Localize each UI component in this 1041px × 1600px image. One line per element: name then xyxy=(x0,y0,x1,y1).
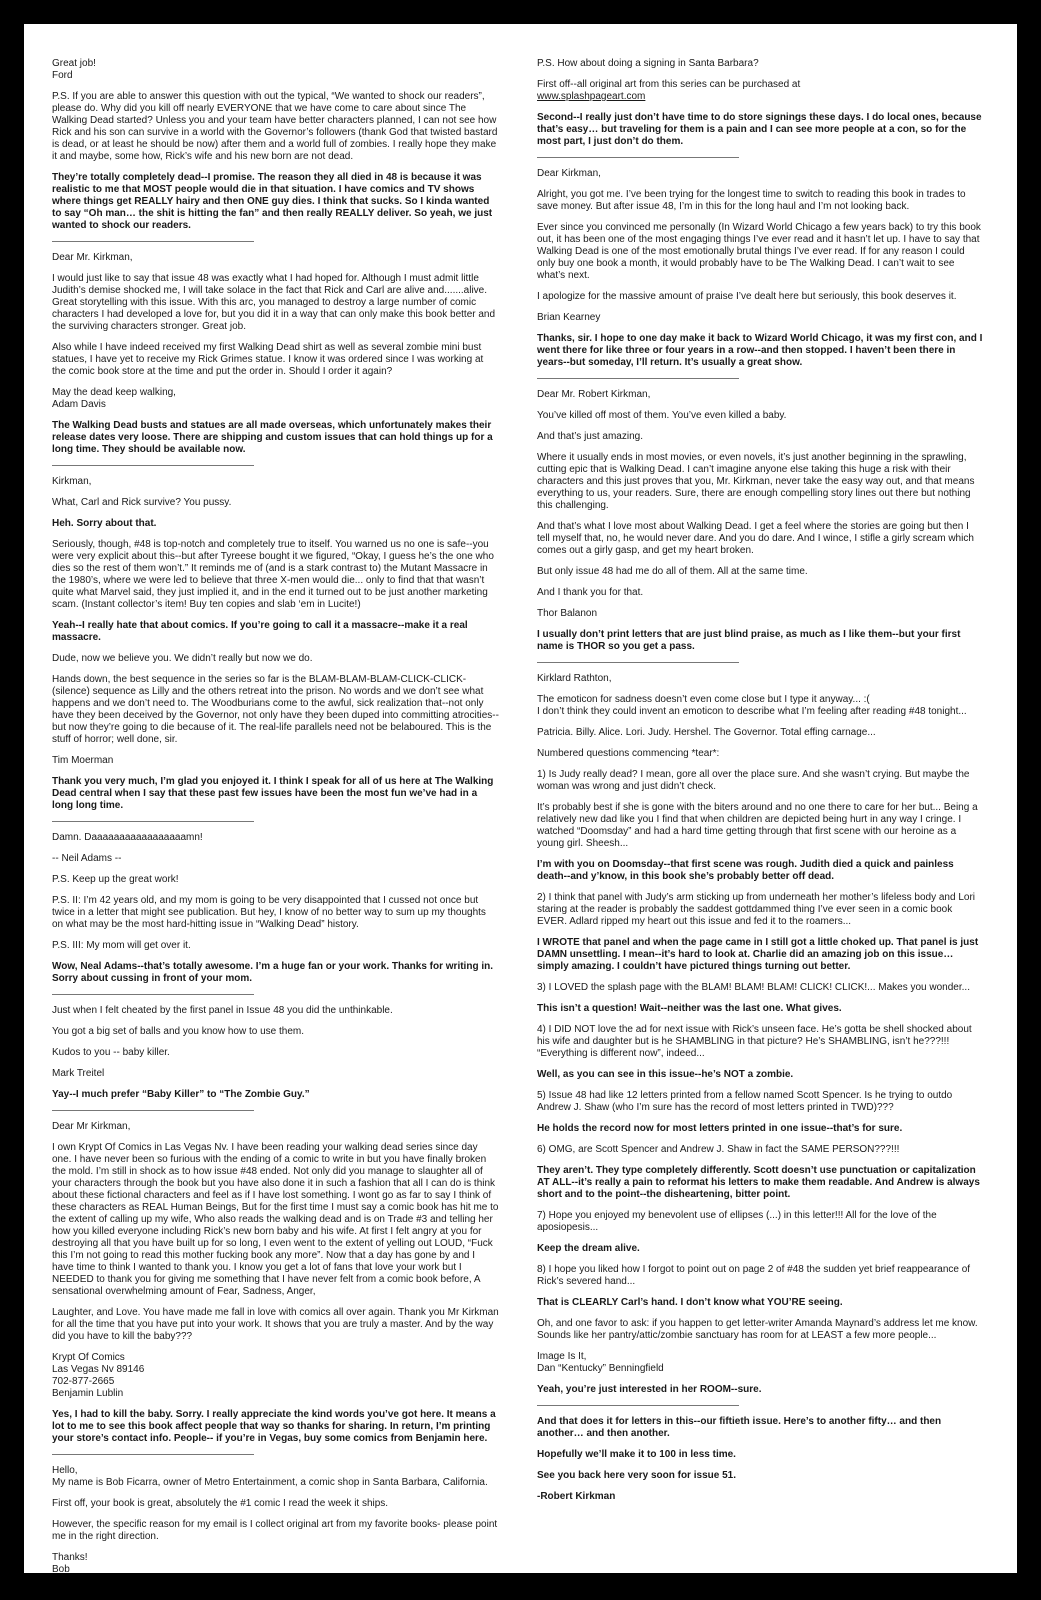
letter-paragraph xyxy=(52,653,499,665)
editor-reply xyxy=(537,859,984,883)
letter-paragraph xyxy=(52,1005,499,1017)
paragraph-text: Hopefully we’ll make it to 100 in less time. xyxy=(537,1449,736,1460)
paragraph-text: Seriously, though, #48 is top-notch and completely true to itself. You warned us no one is safe--you were very explicit about this--but after Tyreese bought it we figured, “Okay, I guess he’s the one who dies so the rest of them won’t.” It reminds me of (and is a stark contrast to) the Mutant Massacre in the 1980’s, where we were led to believe that three X-men would die... only to find that that wasn’t quite what Marvel said, they just implied it, and in the end it turned out to be just another marketing scam. (Instant collector’s item! Buy ten copies and slab ‘em in Lucite!) xyxy=(52,539,494,610)
paragraph-text: Oh, and one favor to ask: if you happen to get letter-writer Amanda Maynard’s address let me know. Sounds like her pantry/attic/zombie sanctuary has room for at LEAST a few more people... xyxy=(537,1318,978,1341)
paragraph-text: Dear Mr Kirkman, xyxy=(52,1121,131,1132)
paragraph-text: I usually don’t print letters that are just blind praise, as much as I like them--but your first name is THOR so you get a pass. xyxy=(537,629,961,652)
letter-paragraph xyxy=(537,1090,984,1114)
editor-reply xyxy=(52,172,499,232)
paragraph-text: Dear Mr. Robert Kirkman, xyxy=(537,389,651,400)
letter-paragraph xyxy=(52,252,499,264)
editor-reply xyxy=(52,620,499,644)
editor-reply xyxy=(537,1123,984,1135)
paragraph-text: That is CLEARLY Carl’s hand. I don’t know what YOU’RE seeing. xyxy=(537,1297,843,1308)
letter-paragraph xyxy=(52,1307,499,1343)
paragraph-text: They aren’t. They type completely differently. Scott doesn’t use punctuation or capitalization AT ALL--it’s really a pain to reformat his letters to make them readable. And Andrew is always short and to the point--the disheartening, bitter point. xyxy=(537,1165,980,1200)
editor-reply xyxy=(52,1089,499,1101)
paragraph-text: Hands down, the best sequence in the series so far is the BLAM-BLAM-BLAM-CLICK-CLICK-(silence) sequence as Lilly and the others retreat into the prison. No words and we don’t see what happens and we don’t need to. The Woodburians come to the awful, sick realization that--not only have they been deceived by the Governor, not only have they been duped into committing atrocities--but now they’re going to die because of it. The real-life parallels need not be belaboured. This is the stuff of horror; well done, sir. xyxy=(52,674,499,745)
paragraph-text: P.S. III: My mom will get over it. xyxy=(52,940,191,951)
letter-paragraph xyxy=(52,874,499,886)
paragraph-text: What, Carl and Rick survive? You pussy. xyxy=(52,497,232,508)
letter-paragraph xyxy=(52,539,499,611)
editor-reply xyxy=(537,629,984,653)
section-divider xyxy=(537,1405,739,1406)
paragraph-text: 8) I hope you liked how I forgot to point out on page 2 of #48 the sudden yet brief reappearance of Rick’s severed hand... xyxy=(537,1264,971,1287)
letter-paragraph xyxy=(537,410,984,422)
paragraph-text: Keep the dream alive. xyxy=(537,1243,640,1254)
paragraph-text: Tim Moerman xyxy=(52,755,114,766)
paragraph-text: Well, as you can see in this issue--he’s NOT a zombie. xyxy=(537,1069,794,1080)
letter-paragraph xyxy=(52,1121,499,1133)
letter-paragraph xyxy=(52,497,499,509)
letter-paragraph xyxy=(537,452,984,512)
letter-paragraph xyxy=(537,1318,984,1342)
letter-paragraph xyxy=(537,1210,984,1234)
paragraph-text: Kudos to you -- baby killer. xyxy=(52,1047,170,1058)
paragraph-text: First off--all original art from this series can be purchased at xyxy=(537,79,801,90)
paragraph-text: The Walking Dead busts and statues are all made overseas, which unfortunately makes their release dates very loose. There are shipping and custom issues that can hold things up for a long time. They should be available now. xyxy=(52,420,493,455)
section-divider xyxy=(52,821,254,822)
letter-paragraph xyxy=(52,895,499,931)
paragraph-text: I apologize for the massive amount of praise I’ve dealt here but seriously, this book deserves it. xyxy=(537,291,957,302)
letter-paragraph xyxy=(52,58,499,82)
paragraph-text: 1) Is Judy really dead? I mean, gore all over the place sure. And she wasn’t crying. But maybe the woman was wrong and just didn’t check. xyxy=(537,769,970,792)
paragraph-text: This isn’t a question! Wait--neither was the last one. What gives. xyxy=(537,1003,842,1014)
paragraph-text: -Robert Kirkman xyxy=(537,1491,616,1502)
letter-paragraph xyxy=(52,674,499,746)
letter-paragraph xyxy=(537,802,984,850)
editor-reply xyxy=(537,112,984,148)
paragraph-text: First off, your book is great, absolutely the #1 comic I read the week it ships. xyxy=(52,1498,389,1509)
paragraph-text: The emoticon for sadness doesn’t even come close but I type it anyway... :( I don’t think they could invent an emoticon to describe what I’m feeling after reading #48 tonight... xyxy=(537,694,967,717)
editor-reply xyxy=(537,1470,984,1482)
letter-paragraph xyxy=(537,1144,984,1156)
letter-paragraph xyxy=(537,431,984,443)
paragraph-text: You’ve killed off most of them. You’ve even killed a baby. xyxy=(537,410,787,421)
paragraph-text: Yay--I much prefer “Baby Killer” to “The Zombie Guy.” xyxy=(52,1089,310,1100)
paragraph-text: See you back here very soon for issue 51. xyxy=(537,1470,736,1481)
paragraph-text: Thank you very much, I’m glad you enjoyed it. I think I speak for all of us here at The Walking Dead central when I say that these past few issues have been the most fun we’ve had in a long long time. xyxy=(52,776,494,811)
section-divider xyxy=(52,241,254,242)
paragraph-text: Wow, Neal Adams--that’s totally awesome. I’m a huge fan or your work. Thanks for writing in. Sorry about cussing in front of your mom. xyxy=(52,961,493,984)
letter-paragraph xyxy=(52,1068,499,1080)
paragraph-text: It’s probably best if she is gone with the biters around and no one there to care for her but... Being a relatively new dad like you I find that when children are depicted being hurt in any way I cringe. I watched “Doomsday” and had a hard time getting through that first scene with our heroine as a young girl. Sheesh... xyxy=(537,802,978,849)
letter-paragraph xyxy=(537,521,984,557)
letter-paragraph xyxy=(537,673,984,685)
letter-paragraph xyxy=(52,940,499,952)
letter-paragraph xyxy=(52,273,499,333)
paragraph-text: Alright, you got me. I’ve been trying for the longest time to switch to reading this book in trades to save money. But after issue 48, I’m in this for the long haul and I’m not looking back. xyxy=(537,189,966,212)
letter-paragraph xyxy=(52,387,499,411)
editor-reply xyxy=(537,1449,984,1461)
letter-paragraph xyxy=(537,389,984,401)
letter-paragraph xyxy=(52,1552,499,1573)
editor-reply xyxy=(52,776,499,812)
letter-paragraph xyxy=(52,1498,499,1510)
paragraph-text: -- Neil Adams -- xyxy=(52,853,122,864)
letter-paragraph xyxy=(537,1264,984,1288)
paragraph-text: I’m with you on Doomsday--that first scene was rough. Judith died a quick and painless death--and y’know, in this book she’s probably better off dead. xyxy=(537,859,954,882)
letter-paragraph xyxy=(537,79,984,103)
paragraph-text: Numbered questions commencing *tear*: xyxy=(537,748,720,759)
paragraph-text: 2) I think that panel with Judy’s arm sticking up from underneath her mother’s lifeless body and Lori staring at the reader is probably the saddest gottdammed thing I’ve ever seen in a comic book EVER. Adlard ripped my heart out this issue and fed it to the roamers... xyxy=(537,892,976,927)
letters-column-right xyxy=(537,58,984,1512)
letter-paragraph xyxy=(537,58,984,70)
letter-paragraph xyxy=(537,769,984,793)
section-divider xyxy=(52,1454,254,1455)
section-divider xyxy=(537,662,739,663)
editor-reply xyxy=(537,333,984,369)
editor-reply xyxy=(537,1003,984,1015)
paragraph-text: 4) I DID NOT love the ad for next issue with Rick’s unseen face. He’s gotta be shell shocked about his wife and daughter but is he SHAMBLING in that picture? He’s SHAMBLING, isn’t he???!!! “Everything is different now”, indeed... xyxy=(537,1024,972,1059)
letter-paragraph xyxy=(537,694,984,718)
letters-column-left xyxy=(52,58,499,1573)
letter-paragraph xyxy=(537,168,984,180)
paragraph-text: Thanks, sir. I hope to one day make it back to Wizard World Chicago, it was my first con, and I went there for like three or four years in a row--and then stopped. I haven’t been there in years--but someday, I’ll return. It’s usually a great show. xyxy=(537,333,983,368)
letter-paragraph xyxy=(537,727,984,739)
paragraph-text: Just when I felt cheated by the first panel in Issue 48 you did the unthinkable. xyxy=(52,1005,393,1016)
section-divider xyxy=(52,1110,254,1111)
section-divider xyxy=(52,994,254,995)
paragraph-text: Also while I have indeed received my first Walking Dead shirt as well as several zombie mini bust statues, I have yet to receive my Rick Grimes statue. I know it was ordered since I was working at the comic book store at the time and put the order in. Should I order it again? xyxy=(52,342,484,377)
art-site-link[interactable]: www.splashpageart.com xyxy=(537,91,646,102)
letter-paragraph xyxy=(537,291,984,303)
editor-reply xyxy=(52,518,499,530)
letter-paragraph xyxy=(52,1047,499,1059)
editor-reply xyxy=(537,1416,984,1440)
letter-paragraph xyxy=(537,1024,984,1060)
paragraph-text: P.S. How about doing a signing in Santa Barbara? xyxy=(537,58,759,69)
paragraph-text: Where it usually ends in most movies, or even novels, it’s just another beginning in the sprawling, cutting epic that is Walking Dead. I can’t imagine anyone else taking this huge a risk with their characters and this just proves that you, Mr. Kirkman, never take the easy way out, and that means everything to us, your readers. Sure, there are enough compelling story lines out there but nothing this challenging. xyxy=(537,452,975,511)
paragraph-text: Thanks! Bob xyxy=(52,1552,88,1573)
paragraph-text: However, the specific reason for my email is I collect original art from my favorite books- please point me in the right direction. xyxy=(52,1519,498,1542)
editor-reply xyxy=(52,961,499,985)
paragraph-text: Hello, My name is Bob Ficarra, owner of Metro Entertainment, a comic shop in Santa Barbara, California. xyxy=(52,1465,488,1488)
paragraph-text: Mark Treitel xyxy=(52,1068,105,1079)
letter-paragraph xyxy=(52,1352,499,1400)
paragraph-text: Dear Kirkman, xyxy=(537,168,601,179)
letter-paragraph xyxy=(52,1519,499,1543)
paragraph-text: He holds the record now for most letters printed in one issue--that’s for sure. xyxy=(537,1123,903,1134)
paragraph-text: Thor Balanon xyxy=(537,608,598,619)
paragraph-text: You got a big set of balls and you know how to use them. xyxy=(52,1026,305,1037)
editor-reply xyxy=(537,1384,984,1396)
paragraph-text: Dear Mr. Kirkman, xyxy=(52,252,133,263)
paragraph-text: P.S. II: I’m 42 years old, and my mom is going to be very disappointed that I cussed not once but twice in a letter that might see publication. But hey, I know of no better way to sum up my thoughts on what may be the most hard-hitting issue in “Walking Dead” history. xyxy=(52,895,486,930)
paragraph-text: And that’s just amazing. xyxy=(537,431,643,442)
paragraph-text: 5) Issue 48 had like 12 letters printed from a fellow named Scott Spencer. Is he trying to outdo Andrew J. Shaw (who I’m sure has the record of most letters printed in TWD)??? xyxy=(537,1090,953,1113)
paragraph-text: I would just like to say that issue 48 was exactly what I had hoped for. Although I must admit little Judith’s demise shocked me, I will take solace in the fact that Rick and Carl are alive and.......alive. Great storytelling with this issue. With this arc, you managed to destroy a large number of comic characters I had developed a love for, but you did it in a way that can only make this book better and the surviving characters stronger. Great job. xyxy=(52,273,496,332)
paragraph-text: I own Krypt Of Comics in Las Vegas Nv. I have been reading your walking dead series since day one. I have never been so furious with the ending of a comic to write in but you have finally broken the mold. I’m still in shock as to how issue #48 ended. Not only did you manage to slaughter all of your characters through the book but you have also done it in such a fashion that all I can do is think about these fictional characters and feel as if I have lost something. I wont go as far to say I think of these characters as REAL Human Beings, But for the first time I must say a comic book has hit me to the extent of calling up my wife, Who also reads the walking dead and is on Trade #3 and telling her how you killed everyone including Rick’s new born baby and his wife. At first I felt angry at you for destroying all that you have built up for so long, I even went to the extent of yelling out LOUD, “Fuck this I’m not going to read this mother fucking book any more”. Now that a day has gone by and I have time to think I wanted to thank you. I know you get a lot of fans that love your work but I NEEDED to thank you for giving me something that I have never felt from a comic book before, A sensational overwhelming amount of Fear, Sadness, Anger, xyxy=(52,1142,499,1297)
paragraph-text: They’re totally completely dead--I promise. The reason they all died in 48 is because it was realistic to me that MOST people would die in that situation. I have comics and TV shows where things get REALLY hairy and then ONE guy dies. I think that sucks. So I kinda wanted to say “Oh man… the shit is hitting the fan” and then really REALLY deliver. So yeah, we just wanted to shock our readers. xyxy=(52,172,493,231)
letter-paragraph xyxy=(52,1142,499,1298)
letter-paragraph xyxy=(537,312,984,324)
editor-reply xyxy=(537,1243,984,1255)
paragraph-text: And that does it for letters in this--our fiftieth issue. Here’s to another fifty… and then another… and then another. xyxy=(537,1416,942,1439)
letter-paragraph xyxy=(52,832,499,844)
editor-reply xyxy=(537,1491,984,1503)
paragraph-text: But only issue 48 had me do all of them. All at the same time. xyxy=(537,566,808,577)
paragraph-text: Yeah, you’re just interested in her ROOM--sure. xyxy=(537,1384,762,1395)
paragraph-text: Patricia. Billy. Alice. Lori. Judy. Hershel. The Governor. Total effing carnage... xyxy=(537,727,876,738)
paragraph-text: P.S. Keep up the great work! xyxy=(52,874,179,885)
paragraph-text: 7) Hope you enjoyed my benevolent use of ellipses (...) in this letter!!! All for the love of the aposiopesis... xyxy=(537,1210,937,1233)
letter-paragraph xyxy=(52,1026,499,1038)
letter-paragraph xyxy=(537,608,984,620)
paragraph-text: May the dead keep walking, Adam Davis xyxy=(52,387,176,410)
editor-reply xyxy=(537,1165,984,1201)
paragraph-text: P.S. If you are able to answer this question with out the typical, “We wanted to shock our readers”, please do. Why did you kill off nearly EVERYONE that we have come to care about since The Walking Dead started? Unless you and your team have better characters planned, I can not see how Rick and his son can survive in a world with the Governor’s followers (thank God that twisted bastard is dead, or at least he should be now) after them and a world full of zombies. I really hope they make it and maybe, some how, Rick’s wife and his new born are not dead. xyxy=(52,91,498,162)
letter-paragraph xyxy=(52,342,499,378)
paragraph-text: Laughter, and Love. You have made me fall in love with comics all over again. Thank you Mr Kirkman for all the time that you have put into your work. It shows that you are truly a master. And by the way did you have to kill the baby??? xyxy=(52,1307,499,1342)
letter-paragraph xyxy=(537,892,984,928)
letter-paragraph xyxy=(52,476,499,488)
paragraph-text: And that’s what I love most about Walking Dead. I get a feel where the stories are going but then I tell myself that, no, he would never dare. And you do dare. And I wince, I stifle a girly scream which comes out a girly gasp, and get my heart broken. xyxy=(537,521,974,556)
letter-paragraph xyxy=(537,982,984,994)
letter-paragraph xyxy=(537,566,984,578)
paragraph-text: Great job! Ford xyxy=(52,58,96,81)
letters-page xyxy=(24,24,1017,1573)
paragraph-text: I WROTE that panel and when the page came in I still got a little choked up. That panel is just DAMN unsettling. I mean--it’s hard to look at. Charlie did an amazing job on this issue… simply amazing. I couldn’t have pictured things turning out better. xyxy=(537,937,979,972)
paragraph-text: Second--I really just don’t have time to do store signings these days. I do local ones, because that’s easy… but traveling for them is a pain and I can see more people at a con, so for the most part, I just don’t do them. xyxy=(537,112,982,147)
paragraph-text: Ever since you convinced me personally (In Wizard World Chicago a few years back) to try this book out, it has been one of the most engaging things I’ve ever read and it hasn’t let up. I have to say that Walking Dead is one of the most emotionally brutal things I’ve ever read. If for any reason I could only buy one book a month, it would probably have to be The Walking Dead. I can’t wait to see what’s next. xyxy=(537,222,981,281)
letter-paragraph xyxy=(537,748,984,760)
paragraph-text: 3) I LOVED the splash page with the BLAM! BLAM! BLAM! CLICK! CLICK!... Makes you wonder... xyxy=(537,982,970,993)
editor-reply xyxy=(52,420,499,456)
paragraph-text: Yeah--I really hate that about comics. If you’re going to call it a massacre--make it a real massacre. xyxy=(52,620,468,643)
letter-paragraph xyxy=(537,587,984,599)
letter-paragraph xyxy=(52,853,499,865)
paragraph-text: Heh. Sorry about that. xyxy=(52,518,157,529)
paragraph-text: Image Is It, Dan “Kentucky” Benningfield xyxy=(537,1351,664,1374)
section-divider xyxy=(537,378,739,379)
paragraph-text: 6) OMG, are Scott Spencer and Andrew J. Shaw in fact the SAME PERSON???!!! xyxy=(537,1144,900,1155)
paragraph-text: Damn. Daaaaaaaaaaaaaaaaamn! xyxy=(52,832,203,843)
paragraph-text: Yes, I had to kill the baby. Sorry. I really appreciate the kind words you’ve got here. It means a lot to me to see this book affect people that way so thanks for sharing. In return, I’m printing your store’s contact info. People-- if you’re in Vegas, buy some comics from Benjamin here. xyxy=(52,1409,496,1444)
editor-reply xyxy=(52,1409,499,1445)
section-divider xyxy=(537,157,739,158)
paragraph-text: Dude, now we believe you. We didn’t really but now we do. xyxy=(52,653,313,664)
letter-paragraph xyxy=(52,91,499,163)
paragraph-text: Kirklard Rathton, xyxy=(537,673,612,684)
editor-reply xyxy=(537,937,984,973)
letter-paragraph xyxy=(52,755,499,767)
letter-paragraph xyxy=(537,189,984,213)
letter-paragraph xyxy=(537,222,984,282)
paragraph-text: Krypt Of Comics Las Vegas Nv 89146 702-877-2665 Benjamin Lublin xyxy=(52,1352,145,1399)
paragraph-text: And I thank you for that. xyxy=(537,587,644,598)
paragraph-text: Kirkman, xyxy=(52,476,92,487)
letter-paragraph xyxy=(537,1351,984,1375)
letter-paragraph xyxy=(52,1465,499,1489)
editor-reply xyxy=(537,1297,984,1309)
editor-reply xyxy=(537,1069,984,1081)
section-divider xyxy=(52,465,254,466)
paragraph-text: Brian Kearney xyxy=(537,312,601,323)
